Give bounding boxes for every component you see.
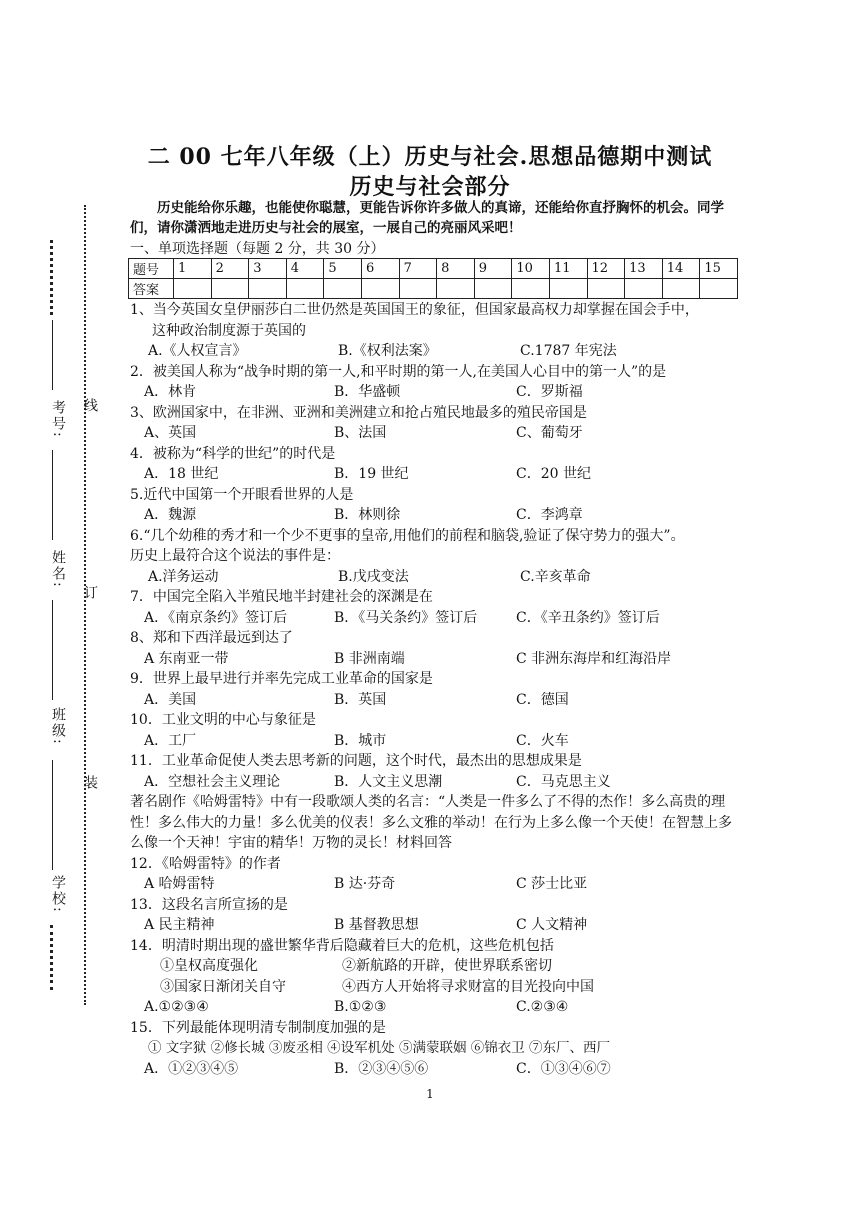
option-a[interactable]: A．魏源: [144, 507, 197, 523]
statement-row: [130, 977, 740, 998]
answer-cell[interactable]: [662, 279, 700, 299]
answer-cell[interactable]: [361, 279, 399, 299]
intro-paragraph: 历史能给你乐趣，也能使你聪慧，更能告诉你许多做人的真谛，还能给你直抒胸怀的机会。同学们，请你潇洒地走进历史与社会的展室，一展自己的亮丽风采吧！: [130, 200, 724, 236]
qnum-cell: 8: [437, 259, 475, 279]
qnum-cell: 7: [399, 259, 437, 279]
option-c[interactable]: C．德国: [516, 691, 569, 708]
option-b[interactable]: B．华盛顿: [334, 384, 401, 400]
option-b[interactable]: B．林则徐: [334, 507, 401, 523]
question-stem: 3、欧洲国家中，在非洲、亚洲和美洲建立和抢占殖民地最多的殖民帝国是: [130, 404, 587, 421]
option-a[interactable]: A．空想社会主义理论: [144, 773, 281, 790]
option-c[interactable]: C.1787 年宪法: [520, 343, 617, 359]
question-options: [130, 464, 740, 485]
binding-mark-zhuang: 装: [82, 775, 98, 789]
answer-cell[interactable]: [700, 279, 738, 299]
binding-fields: [38, 210, 68, 1010]
option-b[interactable]: B 非洲南端: [334, 650, 405, 667]
option-a[interactable]: A.《人权宣言》: [148, 343, 247, 359]
question-options: [130, 1059, 740, 1080]
page-number: 1: [426, 1087, 434, 1101]
option-a[interactable]: A．林肯: [144, 384, 197, 400]
statement-4: ④西方人开始将寻求财富的目光投向中国: [342, 978, 594, 995]
question-stem: 7．中国完全陷入半殖民地半封建社会的深渊是在: [130, 589, 433, 605]
option-c[interactable]: C．《辛丑条约》签订后: [516, 609, 660, 626]
qnum-cell: 11: [549, 259, 587, 279]
question-stem-cont: 历史上最符合这个说法的事件是：: [130, 548, 340, 564]
question-options: [130, 731, 740, 752]
row-label-answer: 答案: [129, 279, 174, 299]
option-c[interactable]: C 非洲东海岸和红海沿岸: [516, 650, 672, 667]
question-number-row: [129, 259, 738, 279]
option-a[interactable]: A．18 世纪: [144, 466, 219, 482]
question-options: [130, 423, 740, 444]
option-b[interactable]: B 达·芬奇: [334, 876, 396, 892]
option-b[interactable]: B.①②③: [334, 999, 387, 1015]
section-heading: 一、单项选择题（每题 2 分，共 30 分）: [130, 241, 385, 257]
qnum-cell: 15: [700, 259, 738, 279]
answer-cell[interactable]: [437, 279, 475, 299]
question-options: [130, 915, 740, 936]
option-a[interactable]: A.洋务运动: [148, 568, 219, 585]
row-label-number: 题号: [129, 259, 174, 279]
question-stem: 4．被称为“科学的世纪”的时代是: [130, 445, 336, 462]
question-options: [130, 505, 740, 526]
option-a[interactable]: A 哈姆雷特: [144, 876, 215, 892]
question-options: [130, 874, 740, 895]
answer-cell[interactable]: [587, 279, 625, 299]
option-b[interactable]: B．城市: [334, 732, 387, 749]
statement-1: ①皇权高度强化: [160, 958, 258, 974]
option-c[interactable]: C 人文精神: [516, 917, 588, 933]
answer-cell[interactable]: [512, 279, 550, 299]
binding-mark-line: 线: [82, 398, 98, 412]
question-options: [130, 382, 740, 403]
option-a[interactable]: A．美国: [144, 691, 197, 708]
question-stem: 10．工业文明的中心与象征是: [130, 712, 316, 728]
option-a[interactable]: A、英国: [144, 425, 197, 441]
answer-row: [129, 279, 738, 299]
qnum-cell: 3: [249, 259, 287, 279]
option-b[interactable]: B．《马关条约》签订后: [334, 609, 478, 626]
option-b[interactable]: B.《权利法案》: [338, 343, 437, 359]
binding-dots-bottom: [50, 925, 53, 990]
qnum-cell: 12: [587, 259, 625, 279]
qnum-cell: 9: [474, 259, 512, 279]
option-a[interactable]: A 东南亚一带: [144, 650, 229, 667]
option-c[interactable]: C.②③④: [516, 999, 569, 1015]
option-c[interactable]: C、葡萄牙: [516, 425, 583, 441]
question-list: [130, 300, 740, 1079]
question-stem: 11．工业革命促使人类去思考新的问题，这个时代，最杰出的思想成果是: [130, 753, 582, 769]
option-a[interactable]: A．《南京条约》签订后: [144, 609, 288, 626]
name-line: [52, 450, 53, 540]
option-c[interactable]: C.辛亥革命: [520, 568, 591, 585]
question-stem: 1、当今英国女皇伊丽莎白二世仍然是英国国王的象征，但国家最高权力却掌握在国会手中，: [130, 302, 699, 318]
qnum-cell: 2: [211, 259, 249, 279]
statement-3: ③国家日渐闭关自守: [160, 978, 286, 995]
option-c[interactable]: C．火车: [516, 732, 569, 749]
option-c[interactable]: C．罗斯福: [516, 384, 583, 400]
option-c[interactable]: C 莎士比亚: [516, 876, 588, 892]
option-a[interactable]: A 民主精神: [144, 917, 215, 933]
qnum-cell: 6: [361, 259, 399, 279]
option-a[interactable]: A．①②③④⑤: [144, 1060, 239, 1077]
answer-cell[interactable]: [324, 279, 362, 299]
answer-cell[interactable]: [211, 279, 249, 299]
answer-cell[interactable]: [474, 279, 512, 299]
option-b[interactable]: B．19 世纪: [334, 466, 409, 482]
question-options: [130, 649, 740, 670]
answer-cell[interactable]: [249, 279, 287, 299]
answer-cell[interactable]: [174, 279, 212, 299]
question-options: [130, 772, 740, 793]
question-stem: 9．世界上最早进行并率先完成工业革命的国家是: [130, 671, 433, 687]
option-a[interactable]: A．工厂: [144, 732, 197, 749]
answer-table: [128, 258, 738, 299]
option-c[interactable]: C．马克思主义: [516, 773, 611, 790]
material-passage: 著名剧作《哈姆雷特》中有一段歌颂人类的名言：“人类是一件多么了不得的杰作！多么高贵的理性！多么伟大的力量！多么优美的仪表！多么文雅的举动！在行为上多么像一个天使！在智慧上多么像一个天神！宇宙的精华！万物的灵长！材料回答: [130, 794, 732, 851]
class-line: [52, 600, 53, 700]
answer-cell[interactable]: [286, 279, 324, 299]
option-a[interactable]: A.①②③④: [144, 999, 209, 1015]
binding-dots-top: [50, 240, 53, 315]
question-options: [130, 997, 740, 1018]
question-stem-cont: 这种政治制度源于英国的: [152, 322, 306, 339]
exam-no-label: 考号:: [50, 400, 66, 439]
option-b[interactable]: B．英国: [334, 691, 387, 708]
binding-mark-ding: 订: [82, 585, 98, 599]
binding-dotted-line: [84, 205, 86, 1005]
option-b[interactable]: B 基督教思想: [334, 917, 419, 933]
exam-no-line: [52, 320, 53, 390]
question-options: [130, 608, 740, 629]
question-stem: 13．这段名言所宣扬的是: [130, 896, 288, 913]
option-b[interactable]: B.戊戌变法: [338, 568, 409, 585]
question-stem: 2．被美国人称为“战争时期的第一人,和平时期的第一人,在美国人心目中的第一人”的是: [130, 363, 667, 380]
exam-title: 二 00 七年八年级（上）历史与社会.思想品德期中测试: [147, 144, 713, 170]
statement-row: [130, 956, 740, 977]
statement-2: ②新航路的开辟，使世界联系密切: [342, 958, 552, 974]
option-c[interactable]: C．李鸿章: [516, 507, 583, 523]
question-stem: 12．《哈姆雷特》的作者: [130, 855, 281, 872]
qnum-cell: 4: [286, 259, 324, 279]
option-c[interactable]: C．①③④⑥⑦: [516, 1060, 611, 1077]
statement-list: ① 文字狱 ②修长城 ③废丞相 ④设军机处 ⑤满蒙联姻 ⑥锦衣卫 ⑦东厂、西厂: [148, 1040, 611, 1056]
qnum-cell: 5: [324, 259, 362, 279]
question-stem: 15．下列最能体现明清专制制度加强的是: [130, 1019, 386, 1036]
exam-subtitle: 历史与社会部分: [349, 174, 511, 200]
question-stem: 6.“几个幼稚的秀才和一个少不更事的皇帝,用他们的前程和脑袋,验证了保守势力的强大”。: [130, 527, 685, 544]
question-options: [130, 341, 740, 362]
question-options: [130, 567, 740, 588]
answer-cell[interactable]: [399, 279, 437, 299]
answer-cell[interactable]: [625, 279, 663, 299]
question-stem: 8、郑和下西洋最远到达了: [130, 630, 293, 646]
school-label: 学校:: [50, 875, 66, 914]
question-stem: 5.近代中国第一个开眼看世界的人是: [130, 486, 354, 503]
option-b[interactable]: B．人文主义思潮: [334, 773, 443, 790]
qnum-cell: 13: [625, 259, 663, 279]
qnum-cell: 10: [512, 259, 550, 279]
option-b[interactable]: B．②③④⑤⑥: [334, 1060, 429, 1077]
option-c[interactable]: C．20 世纪: [516, 466, 591, 482]
qnum-cell: 1: [174, 259, 212, 279]
option-b[interactable]: B、法国: [334, 425, 387, 441]
qnum-cell: 14: [662, 259, 700, 279]
question-options: [130, 690, 740, 711]
question-stem: 14．明清时期出现的盛世繁华背后隐藏着巨大的危机，这些危机包括: [130, 937, 554, 954]
school-line: [52, 760, 53, 870]
name-label: 姓名:: [50, 550, 66, 589]
answer-cell[interactable]: [549, 279, 587, 299]
class-label: 班级:: [50, 707, 66, 746]
